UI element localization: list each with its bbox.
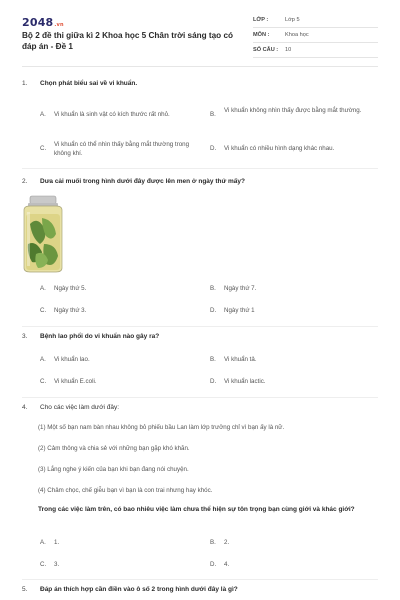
option-text: Ngày thứ 7.	[224, 285, 257, 292]
question-5	[22, 586, 378, 598]
question-number: 5.	[22, 586, 28, 593]
question-divider	[22, 397, 378, 398]
option-letter: B.	[210, 285, 216, 292]
option-letter: C.	[40, 378, 47, 385]
question-divider	[22, 326, 378, 327]
option-letter: D.	[210, 378, 217, 385]
option-letter: D.	[210, 561, 217, 568]
option-letter: A.	[40, 356, 46, 363]
document-title: Bộ 2 đề thi giữa kì 2 Khoa học 5 Chân trời sáng tạo có đáp án - Đề 1	[22, 31, 234, 51]
question-number: 1.	[22, 80, 28, 87]
meta-class	[253, 14, 378, 28]
option-text: Vi khuẩn có nhiều hình dạng khác nhau.	[224, 145, 335, 152]
option-text: 4.	[224, 561, 230, 568]
option-letter: D.	[210, 307, 217, 314]
question-4	[22, 404, 378, 568]
question-text: Bệnh lao phổi do vi khuẩn nào gây ra?	[40, 333, 160, 340]
question-text: Dưa cải muối trong hình dưới đây được lên men ở ngày thứ mấy?	[40, 178, 245, 185]
question-1	[22, 80, 378, 157]
meta-value: Khoa học	[285, 32, 309, 38]
logo-suffix: .vn	[54, 22, 64, 28]
meta-key: SỐ CÂU :	[253, 47, 279, 53]
option-text: 3.	[54, 561, 60, 568]
meta-value: Lớp 5	[285, 17, 300, 23]
option-letter: B.	[210, 111, 216, 118]
statement-3: (3) Lắng nghe ý kiến của bạn khi bạn đang nói chuyện.	[38, 466, 189, 473]
option-letter: C.	[40, 307, 47, 314]
statement-1: (1) Một số bạn nam bàn nhau không bỏ phiếu bầu Lan làm lớp trưởng chỉ vì bạn ấy là nữ.	[38, 424, 285, 431]
option-text: 1.	[54, 539, 60, 546]
option-text: Ngày thứ 3.	[54, 307, 87, 314]
meta-subject	[253, 29, 378, 43]
option-text: Vi khuẩn E.coli.	[54, 378, 97, 385]
meta-question-count	[253, 44, 378, 58]
option-text: Vi khuẩn là sinh vật có kích thước rất nhỏ.	[54, 111, 170, 118]
question-2	[22, 178, 378, 314]
sub-question-text: Trong các việc làm trên, có bao nhiêu việc làm chưa thể hiện sự tôn trọng bạn cùng giới và khác giới?	[38, 506, 355, 513]
meta-key: MÔN :	[253, 32, 270, 38]
header-divider	[22, 66, 378, 67]
option-text: Vi khuẩn lactic.	[224, 378, 266, 385]
question-text: Cho các việc làm dưới đây:	[40, 404, 120, 411]
option-text: Ngày thứ 5.	[54, 285, 87, 292]
option-letter: C.	[40, 561, 47, 568]
option-letter: A.	[40, 111, 46, 118]
page-header	[0, 0, 400, 66]
option-letter: A.	[40, 285, 46, 292]
question-divider	[22, 168, 378, 169]
site-logo[interactable]	[22, 16, 64, 29]
question-number: 4.	[22, 404, 28, 411]
meta-key: LỚP :	[253, 17, 269, 23]
statement-4: (4) Châm chọc, chế giễu bạn vì bạn là con trai nhưng hay khóc.	[38, 487, 213, 494]
question-3	[22, 333, 378, 385]
option-letter: C.	[40, 145, 47, 152]
option-text: Vi khuẩn lao.	[54, 356, 90, 363]
option-text: 2.	[224, 539, 230, 546]
question-number: 2.	[22, 178, 28, 185]
option-letter: B.	[210, 539, 216, 546]
option-letter: A.	[40, 539, 46, 546]
question-number: 3.	[22, 333, 28, 340]
statement-2: (2) Cảm thông và chia sẻ với những bạn gặp khó khăn.	[38, 445, 190, 452]
option-letter: D.	[210, 145, 217, 152]
question-text: Đáp án thích hợp cần điền vào ô số 2 trong hình dưới đây là gì?	[40, 586, 238, 593]
logo-text: 2048	[22, 16, 54, 29]
option-text: Vi khuẩn có thể nhìn thấy bằng mắt thường trong không khí.	[54, 141, 190, 157]
question-text: Chọn phát biểu sai về vi khuẩn.	[40, 80, 138, 87]
meta-value: 10	[285, 47, 292, 53]
option-text: Vi khuẩn tả.	[224, 356, 257, 363]
pickled-greens-jar-image	[18, 194, 68, 274]
question-divider	[22, 579, 378, 580]
option-text: Vi khuẩn không nhìn thấy được bằng mắt thường.	[224, 107, 362, 114]
option-letter: B.	[210, 356, 216, 363]
option-text: Ngày thứ 1	[224, 307, 255, 314]
